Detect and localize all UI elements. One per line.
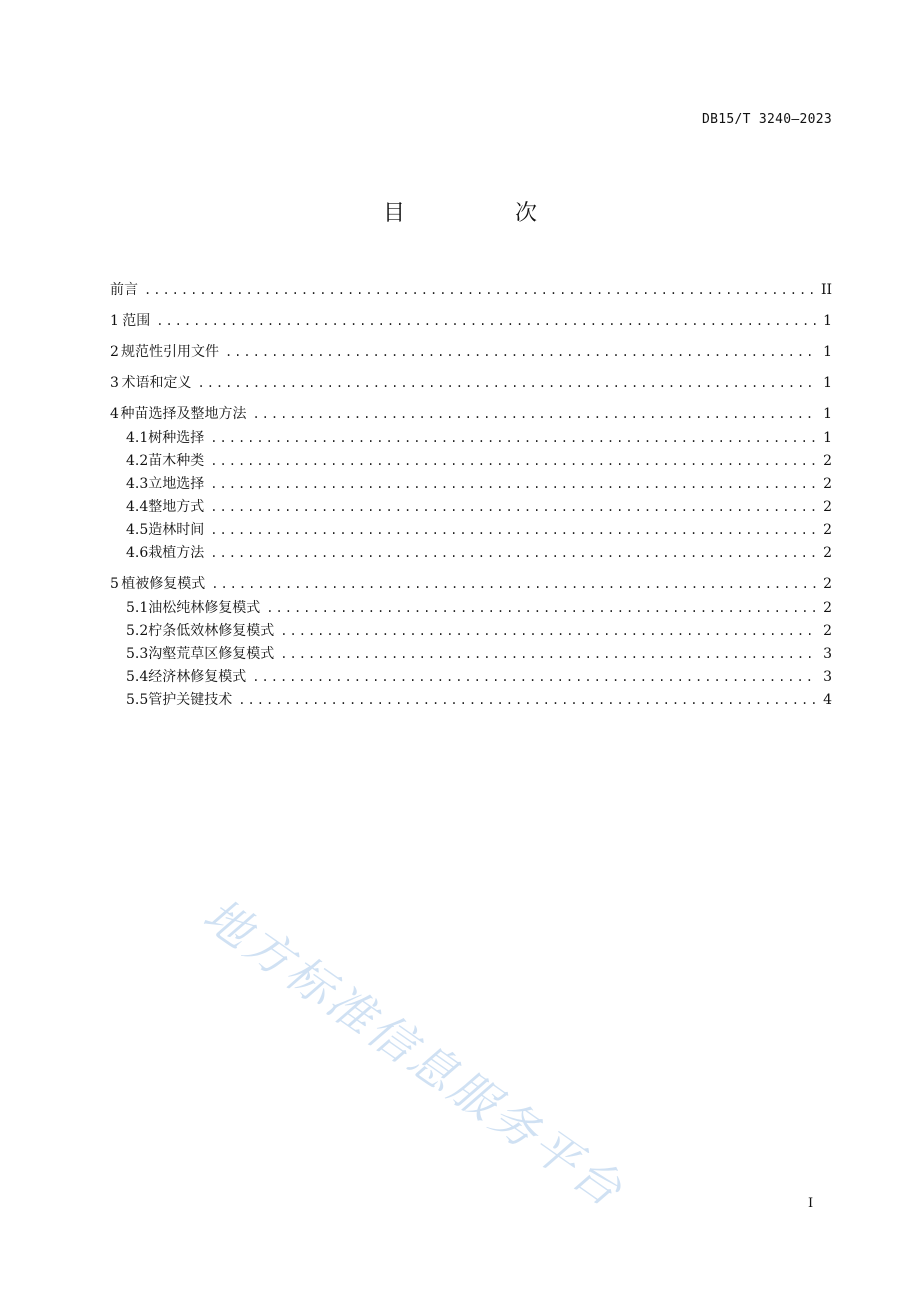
toc-entry-page: 3 [823,646,832,662]
toc-entry[interactable] [110,342,832,362]
toc-dot-leader [280,621,816,641]
toc-dot-leader [211,574,816,594]
toc-dot-leader [144,280,815,300]
toc-dot-leader [266,598,816,618]
toc-entry-number: 4.1 [126,430,149,446]
toc-entry-label: 栽植方法 [148,545,205,561]
toc-entry[interactable] [110,404,832,424]
toc-dot-leader [225,342,816,362]
toc-entry-page: 3 [823,669,832,685]
toc-entry-number: 4.5 [126,522,149,538]
toc-entry-number: 5.1 [126,600,149,616]
toc-entry-page: 2 [823,453,832,469]
toc-entry-page: 2 [823,499,832,515]
toc-entry[interactable] [110,574,832,594]
toc-dot-leader [210,428,816,448]
toc-entry[interactable] [110,280,832,300]
toc-entry-page: 2 [823,545,832,561]
toc-entry-page: 1 [823,375,832,391]
toc-dot-leader [197,373,816,393]
toc-entry-label: 沟壑荒草区修复模式 [148,646,275,662]
toc-entry[interactable] [126,543,832,563]
toc-entry-page: II [820,282,832,298]
toc-entry-label: 油松纯林修复模式 [148,600,261,616]
toc-entry[interactable] [126,428,832,448]
toc-entry-page: 1 [823,344,832,360]
page-title: 目 次 [382,201,581,226]
toc-entry-number: 2 [110,344,119,360]
document-code: DB15/T 3240—2023 [701,112,832,127]
toc-dot-leader [238,690,816,710]
toc-entry[interactable] [126,667,832,687]
toc-entry[interactable] [126,497,832,517]
toc-entry[interactable] [126,451,832,471]
toc-entry-page: 2 [823,576,832,592]
toc-entry-label: 造林时间 [148,522,205,538]
toc-entry-label: 前言 [110,282,138,298]
toc-entry[interactable] [126,474,832,494]
toc-dot-leader [210,497,816,517]
toc-entry-label: 经济林修复模式 [148,669,247,685]
toc-entry-label: 柠条低效林修复模式 [148,623,275,639]
toc-dot-leader [252,667,816,687]
toc-entry-number: 4.2 [126,453,149,469]
toc-entry-label: 管护关键技术 [148,692,233,708]
toc-entry-label: 苗木种类 [148,453,205,469]
toc-entry-label: 立地选择 [148,476,205,492]
toc-entry-page: 4 [823,692,832,708]
toc-entry-number: 5.3 [126,646,149,662]
toc-entry-label: 树种选择 [148,430,205,446]
toc-entry-number: 3 [110,375,119,391]
toc-entry[interactable] [126,598,832,618]
toc-entry-page: 2 [823,476,832,492]
toc-dot-leader [210,474,816,494]
toc-entry-page: 2 [823,522,832,538]
toc-entry-number: 4 [110,406,119,422]
toc-entry-page: 2 [823,600,832,616]
toc-entry-label: 种苗选择及整地方法 [120,406,247,422]
watermark: 地方标准信息服务平台 [193,887,635,1219]
toc-entry-label: 术语和定义 [121,375,192,391]
toc-entry-page: 1 [823,313,832,329]
toc-entry-label: 规范性引用文件 [120,344,219,360]
toc-dot-leader [210,520,816,540]
toc-entry-label: 整地方式 [148,499,205,515]
toc-entry-label: 植被修复模式 [121,576,206,592]
toc-entry[interactable] [126,644,832,664]
toc-entry[interactable] [126,690,832,710]
page-number: I [808,1196,814,1211]
toc-dot-leader [210,543,816,563]
toc-entry-number: 5.4 [126,669,149,685]
toc-entry-number: 5.2 [126,623,149,639]
toc-entry-number: 1 [110,313,119,329]
toc-dot-leader [252,404,816,424]
toc-dot-leader [280,644,816,664]
toc-entry-number: 4.4 [126,499,149,515]
toc-entry[interactable] [110,373,832,393]
toc-entry-number: 5.5 [126,692,149,708]
toc-entry[interactable] [110,311,832,331]
toc-entry-number: 4.3 [126,476,149,492]
toc-entry-number: 4.6 [126,545,149,561]
toc-entry[interactable] [126,621,832,641]
toc-entry-page: 1 [823,406,832,422]
toc-entry-number: 5 [110,576,119,592]
toc-entry[interactable] [126,520,832,540]
toc-entry-page: 1 [823,430,832,446]
toc-dot-leader [210,451,816,471]
toc-entry-page: 2 [823,623,832,639]
toc-entry-label: 范围 [122,313,151,329]
toc-dot-leader [156,311,816,331]
